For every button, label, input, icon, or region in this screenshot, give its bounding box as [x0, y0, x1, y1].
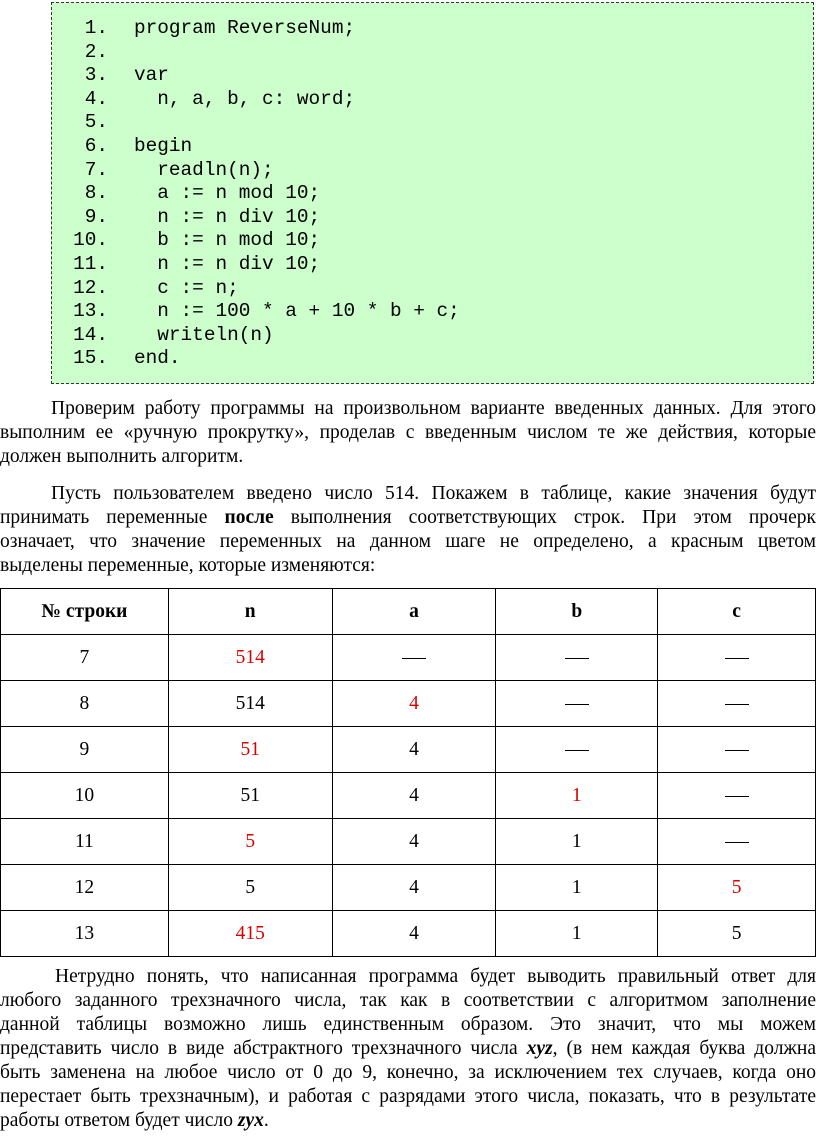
cell-b — [496, 681, 658, 727]
code-line — [70, 111, 460, 135]
cell-n: 5 — [168, 819, 332, 865]
code-listing-box — [51, 2, 814, 384]
code-line — [70, 159, 460, 183]
paragraph-table-intro — [0, 482, 816, 578]
variables-table — [0, 588, 816, 957]
cell-c: 5 — [658, 911, 816, 957]
cell-a — [332, 635, 496, 681]
variable-zyx: zyx — [237, 1110, 264, 1131]
line-number: 8. — [84, 182, 108, 205]
line-number: 11. — [73, 252, 108, 275]
code-line — [70, 41, 460, 65]
line-number: 4. — [84, 87, 108, 110]
code-line — [70, 135, 460, 159]
code-line — [70, 182, 460, 206]
header-a: a — [332, 589, 496, 635]
code-line — [70, 64, 460, 88]
line-number: 7. — [84, 158, 108, 181]
paragraph-line: принимать переменные после выполнения соответствующих строк. При этом прочерк — [0, 507, 816, 528]
code-line — [70, 229, 460, 253]
paragraph-line: должен выполнить алгоритм. — [0, 446, 244, 467]
table-header-row — [1, 589, 816, 635]
code-text: n := n div 10; — [134, 252, 321, 275]
cell-c: 5 — [658, 865, 816, 911]
cell-line-number: 11 — [1, 819, 169, 865]
cell-b — [496, 635, 658, 681]
code-listing — [70, 17, 460, 371]
cell-a: 4 — [332, 911, 496, 957]
dash-mark — [565, 750, 589, 751]
line-number: 12. — [73, 276, 108, 299]
code-line — [70, 347, 460, 371]
code-text: end. — [134, 347, 181, 370]
paragraph-conclusion — [0, 965, 816, 1133]
code-line — [70, 88, 460, 112]
code-text: writeln(n) — [134, 323, 274, 346]
code-line — [70, 324, 460, 348]
header-line-number: № строки — [1, 589, 169, 635]
code-text: readln(n); — [134, 158, 274, 181]
cell-a: 4 — [332, 819, 496, 865]
code-text: c := n; — [134, 276, 239, 299]
cell-n: 415 — [168, 911, 332, 957]
dash-mark — [565, 658, 589, 659]
cell-line-number: 9 — [1, 727, 169, 773]
code-text: begin — [134, 134, 193, 157]
cell-b — [496, 727, 658, 773]
cell-a: 4 — [332, 865, 496, 911]
cell-n: 514 — [168, 635, 332, 681]
line-number: 10. — [73, 229, 108, 252]
cell-line-number: 13 — [1, 911, 169, 957]
dash-mark — [725, 796, 749, 797]
paragraph-line: любого заданного трехзначного числа, так как в соответствии с алгоритмом заполнение — [0, 990, 816, 1011]
code-line — [70, 206, 460, 230]
table-row — [1, 911, 816, 957]
code-line — [70, 277, 460, 301]
cell-line-number: 12 — [1, 865, 169, 911]
table-row — [1, 681, 816, 727]
cell-b: 1 — [496, 819, 658, 865]
dash-mark — [725, 750, 749, 751]
table-row — [1, 773, 816, 819]
cell-n: 51 — [168, 727, 332, 773]
code-text: n := n div 10; — [134, 205, 321, 228]
paragraph-line: выполним ее «ручную прокрутку», проделав с введенным числом те же действия, которые — [0, 422, 816, 443]
paragraph-line: работы ответом будет число zyx. — [0, 1110, 269, 1131]
dash-mark — [725, 658, 749, 659]
table-row — [1, 635, 816, 681]
emphasis-bold: после — [224, 507, 274, 528]
cell-c — [658, 681, 816, 727]
paragraph-line: означает, что значение переменных на данном шаге не определено, а красным цветом — [0, 531, 816, 552]
paragraph-line: выделены переменные, которые изменяются: — [0, 555, 376, 576]
line-number: 15. — [73, 347, 108, 370]
cell-line-number: 10 — [1, 773, 169, 819]
cell-n: 514 — [168, 681, 332, 727]
code-text: b := n mod 10; — [134, 229, 321, 252]
paragraph-line: перестает быть трехзначным), и работая с разрядами этого числа, показать, что в результате — [0, 1086, 816, 1107]
line-number: 6. — [84, 134, 108, 157]
paragraph-line: Нетрудно понять, что написанная программа будет выводить правильный ответ для — [55, 966, 816, 987]
paragraph-line: представить число в виде абстрактного трехзначного числа xyz, (в нем каждая буква должна — [0, 1038, 816, 1059]
paragraph-line: быть заменена на любое число от 0 до 9, конечно, за исключением тех случаев, когда оно — [0, 1062, 816, 1083]
paragraph-line: Пусть пользователем введено число 514. Покажем в таблице, какие значения будут — [51, 483, 816, 504]
cell-line-number: 8 — [1, 681, 169, 727]
paragraph-line: Проверим работу программы на произвольном варианте введенных данных. Для этого — [51, 398, 816, 419]
dash-mark — [725, 842, 749, 843]
table-row — [1, 727, 816, 773]
dash-mark — [725, 704, 749, 705]
line-number: 14. — [73, 323, 108, 346]
cell-c — [658, 773, 816, 819]
table-row — [1, 819, 816, 865]
cell-b: 1 — [496, 911, 658, 957]
line-number: 2. — [84, 40, 108, 63]
code-text: program ReverseNum; — [134, 17, 356, 39]
code-line — [70, 300, 460, 324]
cell-a: 4 — [332, 773, 496, 819]
paragraph-intro — [0, 397, 816, 469]
code-line — [70, 17, 460, 41]
dash-mark — [402, 658, 426, 659]
code-text: var — [134, 64, 169, 87]
variable-xyz: xyz — [526, 1038, 553, 1059]
cell-c — [658, 819, 816, 865]
table-body — [1, 635, 816, 957]
header-n: n — [168, 589, 332, 635]
cell-n: 5 — [168, 865, 332, 911]
line-number: 9. — [84, 205, 108, 228]
code-text: n := 100 * a + 10 * b + c; — [134, 300, 460, 323]
header-b: b — [496, 589, 658, 635]
cell-a: 4 — [332, 727, 496, 773]
code-text: n, a, b, c: word; — [134, 87, 356, 110]
cell-b: 1 — [496, 865, 658, 911]
line-number: 13. — [73, 300, 108, 323]
line-number: 1. — [84, 17, 108, 39]
header-c: c — [658, 589, 816, 635]
code-text: a := n mod 10; — [134, 182, 321, 205]
cell-b: 1 — [496, 773, 658, 819]
line-number: 3. — [84, 64, 108, 87]
table-row — [1, 865, 816, 911]
cell-c — [658, 635, 816, 681]
cell-c — [658, 727, 816, 773]
cell-line-number: 7 — [1, 635, 169, 681]
cell-n: 51 — [168, 773, 332, 819]
cell-a: 4 — [332, 681, 496, 727]
line-number: 5. — [84, 111, 108, 134]
code-line — [70, 253, 460, 277]
dash-mark — [565, 704, 589, 705]
paragraph-line: данной таблицы возможно лишь единственным образом. Это значит, что мы можем — [0, 1014, 816, 1035]
